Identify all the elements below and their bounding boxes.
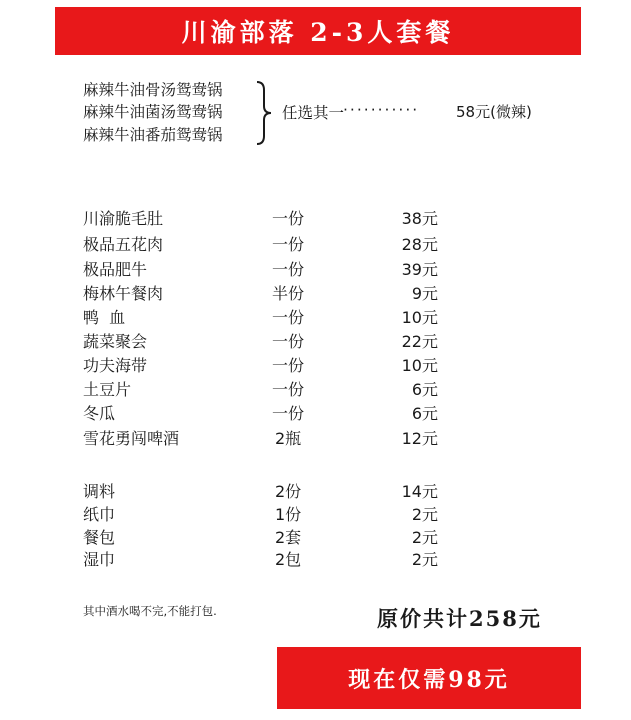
dish-name: 鸭 血	[83, 308, 126, 327]
dish-row	[0, 427, 631, 451]
drinks-note: 其中酒水喝不完,不能打包.	[83, 604, 217, 618]
dish-name: 功夫海带	[83, 356, 148, 375]
dish-name: 梅林午餐肉	[83, 284, 164, 303]
pot-option-1: 麻辣牛油骨汤鸳鸯锅	[83, 81, 223, 99]
dish-row	[0, 378, 631, 402]
dish-qty: 一份	[272, 260, 305, 279]
extra-row	[0, 548, 631, 572]
dish-price: 39元	[401, 260, 438, 279]
dish-row	[0, 402, 631, 426]
dish-price: 22元	[401, 332, 438, 351]
dish-name: 极品肥牛	[83, 260, 148, 279]
original-total: 原价共计258元	[377, 606, 542, 631]
extra-name: 湿巾	[83, 550, 116, 569]
dish-name: 雪花勇闯啤酒	[83, 429, 180, 448]
dish-qty: 2瓶	[275, 429, 302, 448]
extra-qty: 2包	[275, 550, 302, 569]
title-banner	[55, 7, 581, 55]
dish-name: 极品五花肉	[83, 235, 164, 254]
dish-qty: 一份	[272, 332, 305, 351]
pot-price: 58元(微辣)	[456, 103, 532, 121]
dish-price: 28元	[401, 235, 438, 254]
dish-name: 土豆片	[83, 380, 132, 399]
now-price: 现在仅需98元	[348, 666, 510, 693]
extra-name: 餐包	[83, 528, 116, 547]
dish-price: 6元	[411, 404, 438, 423]
dish-price: 12元	[401, 429, 438, 448]
dish-row	[0, 282, 631, 306]
dish-price: 10元	[401, 356, 438, 375]
price-banner	[277, 647, 581, 709]
extra-row	[0, 480, 631, 504]
extra-name: 纸巾	[83, 505, 116, 524]
extra-price: 2元	[411, 505, 438, 524]
dish-row	[0, 330, 631, 354]
pot-option-2: 麻辣牛油菌汤鸳鸯锅	[83, 103, 223, 121]
dish-price: 38元	[401, 209, 438, 228]
extra-row	[0, 526, 631, 550]
extra-price: 14元	[401, 482, 438, 501]
dish-qty: 一份	[272, 308, 305, 327]
extra-price: 2元	[411, 550, 438, 569]
dish-price: 10元	[401, 308, 438, 327]
dish-qty: 一份	[272, 356, 305, 375]
dish-name: 川渝脆毛肚	[83, 209, 164, 228]
dish-name: 冬瓜	[83, 404, 116, 423]
dish-price: 9元	[411, 284, 438, 303]
dish-row	[0, 207, 631, 231]
menu-title: 川渝部落 2-3人套餐	[181, 18, 455, 47]
right-brace-icon	[254, 80, 278, 146]
choose-one-label: 任选其一	[282, 104, 345, 122]
extra-name: 调料	[83, 482, 116, 501]
dish-qty: 一份	[272, 235, 305, 254]
dish-row	[0, 258, 631, 282]
dish-row	[0, 354, 631, 378]
dish-qty: 一份	[272, 404, 305, 423]
extra-price: 2元	[411, 528, 438, 547]
dish-qty: 半份	[272, 284, 305, 303]
extra-qty: 2套	[275, 528, 302, 547]
dot-leader: ···········	[343, 101, 420, 119]
dish-row	[0, 233, 631, 257]
dish-name: 蔬菜聚会	[83, 332, 148, 351]
extra-qty: 2份	[275, 482, 302, 501]
dish-qty: 一份	[272, 380, 305, 399]
extra-row	[0, 503, 631, 527]
dish-price: 6元	[411, 380, 438, 399]
dish-qty: 一份	[272, 209, 305, 228]
dish-row	[0, 306, 631, 330]
extra-qty: 1份	[275, 505, 302, 524]
pot-option-3: 麻辣牛油番茄鸳鸯锅	[83, 126, 223, 144]
